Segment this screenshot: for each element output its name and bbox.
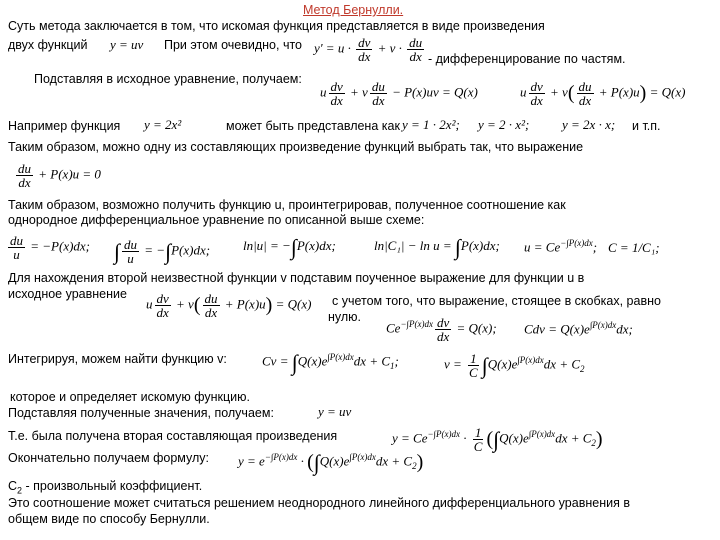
text-line: Таким образом, можно одну из составляющих произведение функций выбрать так, что выражение bbox=[8, 140, 584, 154]
formula-ln: ln|u| = −∫P(x)dx; bbox=[243, 234, 336, 260]
formula-u: $u = Ce^{-\int P(x)dx}$; bbox=[524, 238, 598, 255]
text-line: При этом очевидно, что bbox=[164, 38, 303, 52]
text-line: с учетом того, что выражение, стоящее в скобках, равно bbox=[332, 294, 661, 308]
text-line: Например функция bbox=[8, 119, 121, 133]
formula-rep1: y = 1 · 2x²; bbox=[402, 117, 460, 132]
text-line: Подставляя полученные значения, получаем: bbox=[8, 406, 274, 420]
formula-integrated: ∫ $\frac{du}{u}$ = −∫P(x)dx; bbox=[114, 237, 211, 266]
text-line: Для нахождения второй неизвестной функции v подставим поученное выражение для функции u в bbox=[8, 271, 585, 285]
text-line: исходное уравнение bbox=[8, 287, 127, 301]
text-line: однородное дифференциальное уравнение по описанной выше схеме: bbox=[8, 213, 425, 227]
text-line: Интегрируя, можем найти функцию v: bbox=[8, 352, 227, 366]
formula-y-ce: $y = Ce^{-\int P(x)dx}$ · $\frac{1}{C}$ $(\int Q(x)e^{\int P(x)dx}dx + C_2)$ bbox=[392, 425, 603, 454]
text-line: Это соотношение может считаться решением неоднородного линейного дифференциального уравнения в bbox=[8, 496, 630, 510]
formula-substitution: u $\frac{dv}{dx}$ + v $\frac{du}{dx}$ − P(x)uv = Q(x) bbox=[320, 79, 478, 108]
text-line: общем виде по способу Бернулли. bbox=[8, 512, 210, 526]
formula-cv: $Cv = \int Q(x)e^{\int P(x)dx}dx + C_1$; bbox=[262, 349, 399, 375]
formula-substitute-u: u $\frac{dv}{dx}$ + v( $\frac{du}{dx}$ + P(x)u) = Q(x) bbox=[146, 291, 312, 320]
formula-separated: $\frac{du}{u}$ = −P(x)dx; bbox=[10, 233, 91, 262]
text-line: Таким образом, возможно получить функцию u, проинтегрировав, полученное соотношение как bbox=[8, 198, 566, 212]
formula-v: v = $\frac{1}{C}$ $\int Q(x)e^{\int P(x)dx}dx + C_2$ bbox=[444, 351, 585, 380]
formula-y-uv: y = uv bbox=[110, 37, 144, 52]
text-line: Суть метода заключается в том, что искомая функция представляется в виде произведения bbox=[8, 19, 545, 33]
formula-cdv: Cdv = $Q(x)e^{\int P(x)dx}dx$; bbox=[524, 320, 633, 337]
text-line: Окончательно получаем формулу: bbox=[8, 451, 210, 465]
formula-ce-dv: $Ce^{-\int P(x)dx}$ $\frac{dv}{dx}$ = Q(x); bbox=[386, 315, 497, 344]
formula-product-rule: y' = u · $\frac{dv}{dx}$ + v · $\frac{du}{dx}$ bbox=[314, 35, 423, 64]
text-line: нулю. bbox=[328, 310, 362, 324]
text-line: $C_2$ - произвольный коэффициент. bbox=[8, 479, 203, 496]
formula-c-const: C = 1/C₁; bbox=[608, 240, 660, 255]
formula-final: $y = e^{-\int P(x)dx} \cdot (\int Q(x)e^{\int P(x)dx}dx + C_2)$ bbox=[238, 449, 424, 475]
text-line: двух функций bbox=[8, 38, 88, 52]
page-title[interactable]: Метод Бернулли. bbox=[303, 3, 404, 17]
text-line: Подставляя в исходное уравнение, получаем: bbox=[34, 72, 302, 86]
formula-rep2: y = 2 · x²; bbox=[478, 117, 530, 132]
text-line: и т.п. bbox=[632, 119, 661, 133]
formula-y-uv-2: y = uv bbox=[318, 404, 352, 419]
formula-example: y = 2x² bbox=[144, 117, 182, 132]
text-line: Т.е. была получена вторая составляющая произведения bbox=[8, 429, 338, 443]
formula-substitution-grouped: u $\frac{dv}{dx}$ + v( $\frac{du}{dx}$ + P(x)u) = Q(x) bbox=[520, 79, 686, 108]
formula-rep3: y = 2x · x; bbox=[562, 117, 616, 132]
text-line: - дифференцирование по частям. bbox=[428, 52, 626, 66]
text-line: которое и определяет искомую функцию. bbox=[10, 390, 250, 404]
formula-zero: $\frac{du}{dx}$ + P(x)u = 0 bbox=[18, 161, 101, 190]
formula-ln-const: ln|C₁| − ln u = ∫P(x)dx; bbox=[374, 234, 500, 260]
text-line: может быть представлена как bbox=[226, 119, 400, 133]
